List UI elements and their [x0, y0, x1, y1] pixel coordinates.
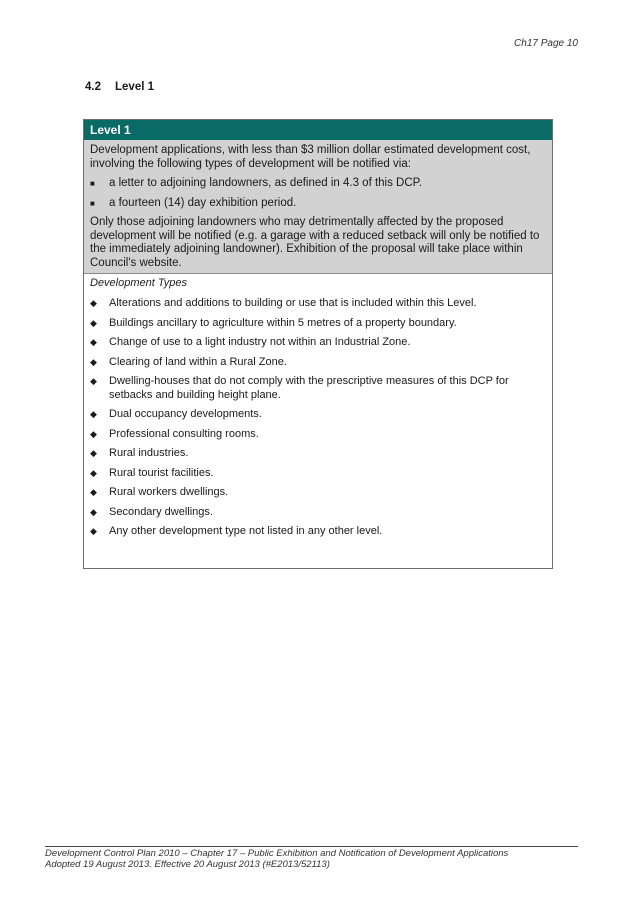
page-reference: Ch17 Page 10	[514, 38, 578, 49]
footer-divider	[45, 846, 578, 847]
list-item-text: Alterations and additions to building or use that is included within this Level.	[109, 297, 477, 309]
list-item-text: Change of use to a light industry not within an Industrial Zone.	[109, 336, 411, 348]
square-bullet-icon: ■	[90, 198, 95, 208]
notification-section	[84, 140, 552, 274]
development-types-section	[84, 274, 552, 539]
section-number: 4.2	[85, 81, 101, 93]
level-1-table	[83, 119, 553, 569]
note-text: Only those adjoining landowners who may detrimentally affected by the proposed development will be notified (e.g. a garage with a reduced setback will only be notified to the immediately adjoining landowner). Exhibition of the proposal will take place within Council's website.	[90, 216, 540, 269]
diamond-bullet-icon: ◆	[90, 376, 97, 386]
list-item	[90, 486, 546, 500]
list-item-text: Dual occupancy developments.	[109, 408, 262, 420]
list-item	[90, 428, 546, 442]
list-item	[90, 356, 546, 370]
page-footer	[45, 848, 508, 870]
development-types-list	[90, 297, 546, 539]
section-heading	[85, 81, 154, 93]
diamond-bullet-icon: ◆	[90, 317, 97, 328]
list-item-text: Secondary dwellings.	[109, 505, 213, 518]
footer-line-2: Adopted 19 August 2013. Effective 20 August 2013 (#E2013/52113)	[45, 859, 330, 870]
list-item	[90, 447, 546, 461]
list-item	[90, 467, 546, 481]
list-item-text: Clearing of land within a Rural Zone.	[109, 355, 287, 368]
diamond-bullet-icon: ◆	[90, 428, 97, 439]
list-item-text: Buildings ancillary to agriculture within 5 metres of a property boundary.	[109, 316, 457, 329]
list-item-text: Rural industries.	[109, 447, 189, 459]
diamond-bullet-icon: ◆	[90, 448, 97, 458]
intro-text: Development applications, with less than $3 million dollar estimated development cost, involving the following types of development will be notified via:	[90, 144, 531, 170]
level-header: Level 1	[84, 120, 552, 140]
list-item	[90, 408, 546, 422]
square-bullet-icon: ■	[90, 179, 95, 188]
list-item-text: Any other development type not listed in any other level.	[109, 525, 383, 537]
diamond-bullet-icon: ◆	[90, 467, 97, 478]
diamond-bullet-icon: ◆	[90, 298, 97, 308]
list-item	[90, 375, 546, 402]
types-label: Development Types	[90, 277, 188, 289]
list-item-text: Dwelling-houses that do not comply with the prescriptive measures of this DCP for setbacks and building height plane.	[109, 375, 509, 401]
diamond-bullet-icon: ◆	[90, 487, 97, 497]
list-item-text: Rural tourist facilities.	[109, 466, 214, 479]
list-item-text: Professional consulting rooms.	[109, 427, 259, 440]
list-item	[90, 317, 546, 331]
diamond-bullet-icon: ◆	[90, 506, 97, 517]
list-item	[90, 297, 546, 311]
diamond-bullet-icon: ◆	[90, 409, 97, 419]
list-item	[90, 177, 546, 191]
diamond-bullet-icon: ◆	[90, 526, 97, 536]
list-item-text: Rural workers dwellings.	[109, 486, 229, 498]
footer-line-1: Development Control Plan 2010 – Chapter 17 – Public Exhibition and Notification of Development Applications	[45, 848, 509, 859]
list-item	[90, 525, 546, 539]
list-item	[90, 336, 546, 350]
section-title: Level 1	[115, 81, 154, 93]
diamond-bullet-icon: ◆	[90, 356, 97, 367]
list-item-text: a fourteen (14) day exhibition period.	[109, 196, 297, 209]
list-item	[90, 506, 546, 520]
diamond-bullet-icon: ◆	[90, 337, 97, 347]
list-item	[90, 197, 546, 211]
list-item-text: a letter to adjoining landowners, as defined in 4.3 of this DCP.	[109, 177, 423, 189]
notification-methods-list	[90, 177, 546, 210]
